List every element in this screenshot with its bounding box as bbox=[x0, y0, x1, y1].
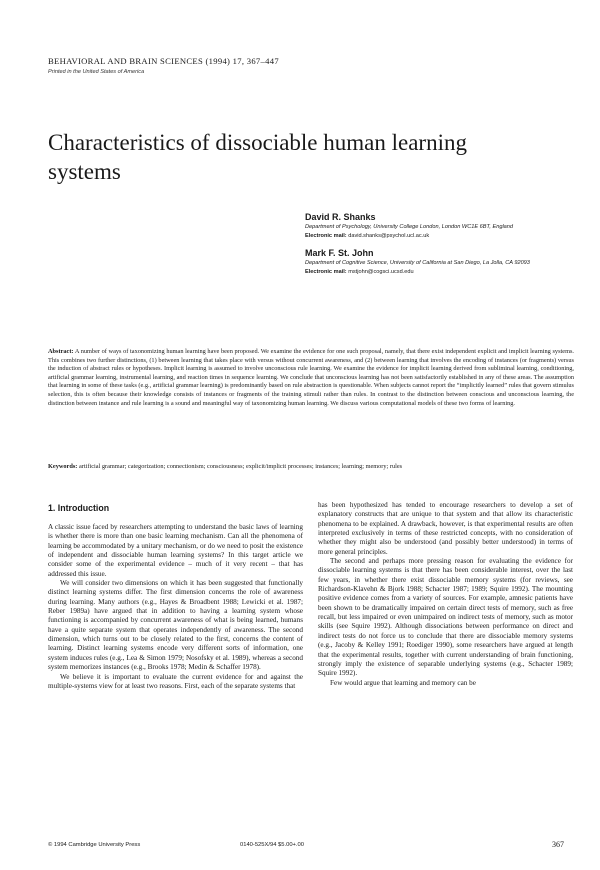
body-paragraph: We will consider two dimensions on which it has been suggested that functionally distinct learning systems differ. The first dimension concerns the role of awareness during learning. Many authors (e.g., Hayes & Broadbent 1988; Lewicki et al. 1987; Reber 1989a) have argued that in addition to having a learning system whose functioning is accompanied by concurrent awareness of what is being learned, humans have a quite separate system that operates independently of awareness. The second dimension, which turns out to be closely related to the first, concerns the content of learning. Distinct learning systems encode very different sorts of information, one system induces rules (e.g., Lea & Simon 1979; Nosofsky et al. 1989), whereas a second system memorizes instances (e.g., Brooks 1978; Medin & Schaffer 1978). bbox=[48, 579, 303, 672]
keywords bbox=[48, 463, 574, 472]
author-email[interactable]: david.shanks@psychol.ucl.ac.uk bbox=[348, 232, 430, 239]
author-entry bbox=[305, 211, 570, 240]
author-affiliation: Department of Psychology, University College London, London WC1E 6BT, England bbox=[305, 224, 514, 230]
author-name: David R. Shanks bbox=[305, 212, 376, 222]
abstract bbox=[48, 348, 574, 408]
body-column-right bbox=[318, 501, 573, 688]
author-email[interactable]: mstjohn@cogsci.ucsd.edu bbox=[348, 268, 414, 275]
email-label: Electronic mail: bbox=[305, 268, 347, 275]
article-code: 0140-525X/94 $5.00+.00 bbox=[240, 842, 304, 848]
printed-note: Printed in the United States of America bbox=[48, 69, 145, 75]
body-column-left bbox=[48, 523, 303, 691]
body-paragraph: Few would argue that learning and memory can be bbox=[330, 678, 476, 687]
keywords-label: Keywords: bbox=[48, 463, 78, 470]
author-entry bbox=[305, 247, 570, 276]
article-title: Characteristics of dissociable human learning systems bbox=[48, 130, 467, 184]
author-name: Mark F. St. John bbox=[305, 248, 374, 258]
body-paragraph: has been hypothesized has tended to encourage researchers to develop a set of explanatory constructs that are unique to that system and that allow its characteristic phenomena to be explained. A drawback, however, is that experimental results are often interpreted exclusively in terms of these restricted concepts, with no consideration of whether they might also be understood (and possibly better understood) in terms of more general principles. bbox=[318, 501, 573, 556]
journal-citation: BEHAVIORAL AND BRAIN SCIENCES (1994) 17, 367–447 bbox=[48, 56, 279, 66]
author-email-line bbox=[305, 268, 570, 277]
keywords-text: artificial grammar; categorization; connectionism; consciousness; explicit/implicit processes; instances; learning; memory; rules bbox=[78, 463, 403, 470]
author-email-line bbox=[305, 232, 570, 241]
abstract-label: Abstract: bbox=[48, 348, 74, 355]
body-paragraph: The second and perhaps more pressing reason for evaluating the evidence for dissociable learning systems is that there has been considerable interest, over the last few years, in whether there exist dissociable memory systems (for reviews, see Richardson-Klavehn & Bjork 1988; Schacter 1987; 1989; Squire 1992). The mounting positive evidence comes from a variety of sources. For example, amnesic patients have been shown to be dramatically impaired on certain direct tests of memory, such as free recall, but less impaired or even unimpaired on indirect tests of memory, such as motor skills (see Squire 1992). Although dissociations between performance on direct and indirect tests do not force us to conclude that there are dissociable memory systems (e.g., Jacoby & Kelley 1991; Roediger 1990), some researchers have argued at length that the experimental results, together with current understanding of brain functioning, strongly imply the existence of separable underlying systems (e.g., Schacter 1989; Squire 1992). bbox=[318, 557, 573, 678]
body-paragraph: A classic issue faced by researchers attempting to understand the basic laws of learning is whether there is more than one basic learning mechanism. Can all the phenomena of learning be accommodated by a unitary mechanism, or do we need to posit the existence of independent and dissociable human learning systems? In this target article we consider some of the experimental evidence – much of it very recent – that has addressed this issue. bbox=[48, 523, 303, 578]
abstract-text: A number of ways of taxonomizing human learning have been proposed. We examine the evidence for one such proposal, namely, that there exist independent explicit and implicit learning systems. This combines two further distinctions, (1) between learning that takes place with versus without concurrent awareness, and (2) between learning that involves the encoding of instances (or fragments) versus the induction of abstract rules or hypotheses. Implicit learning is assumed to involve unconscious rule learning. We examine the evidence for implicit learning derived from subliminal learning, conditioning, artificial grammar learning, instrumental learning, and reaction times in sequence learning. We conclude that unconscious learning has not been satisfactorily established in any of these areas. The assumption that learning in some of these tasks (e.g., artificial grammar learning) is predominantly based on rule abstraction is questionable. When subjects cannot report the “implicitly learned” rules that govern stimulus selection, this is often because their knowledge consists of instances or fragments of the training stimuli rather than rules. In contrast to the distinction between conscious and unconscious learning, the distinction between instance and rule learning is a sound and meaningful way of taxonomizing human learning. We discuss various computational models of these two forms of learning. bbox=[48, 348, 574, 407]
author-affiliation: Department of Cognitive Science, University of California at San Diego, La Jolla, CA 92093 bbox=[305, 260, 530, 266]
body-paragraph: We believe it is important to evaluate the current evidence for and against the multiple-systems view for at least two reasons. First, each of the separate systems that bbox=[48, 672, 303, 690]
page-number: 367 bbox=[552, 840, 564, 849]
author-block bbox=[305, 211, 570, 283]
email-label: Electronic mail: bbox=[305, 232, 347, 239]
copyright-notice: © 1994 Cambridge University Press bbox=[48, 842, 141, 848]
section-heading: 1. Introduction bbox=[48, 503, 110, 513]
